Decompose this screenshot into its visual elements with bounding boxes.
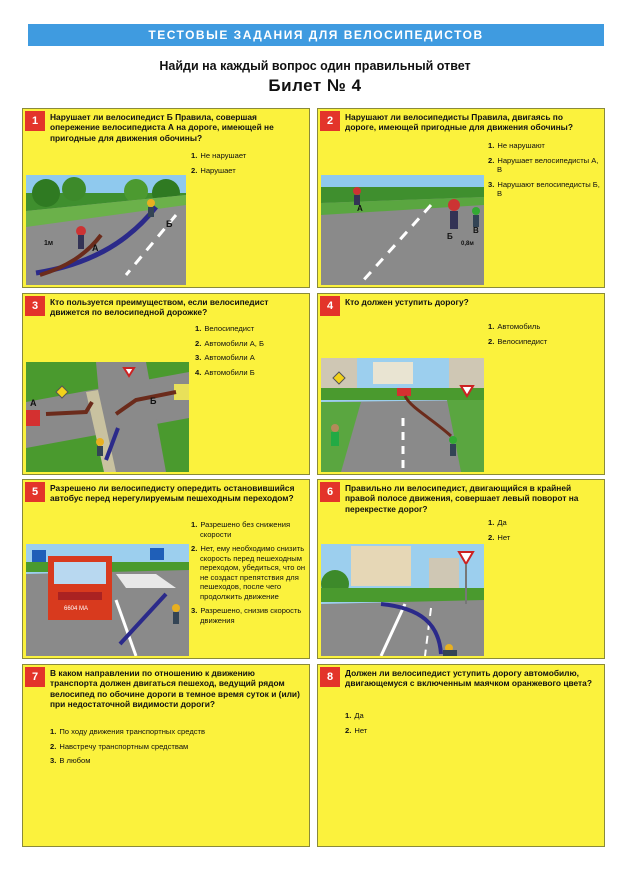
question-card-5 [22, 479, 310, 659]
road-illustration [26, 175, 186, 285]
ticket-title: Билет № 4 [268, 76, 362, 95]
answer-options [191, 520, 305, 630]
question-number: 3 [25, 296, 45, 316]
answer-options [488, 518, 598, 547]
question-text: Правильно ли велосипедист, двигающийся в крайней правой полосе движения, совершает левый поворот на перекрестке дорог? [345, 483, 579, 514]
intersection-illustration [321, 358, 484, 472]
label-b: Б [150, 396, 157, 406]
answer-option[interactable]: 2. Нарушает велосипедисты А, В [488, 155, 599, 174]
question-text: Кто пользуется преимуществом, если велосипедист движется по велосипедной дорожке? [50, 297, 269, 318]
question-card-6 [317, 479, 605, 659]
question-card-3 [22, 293, 310, 475]
answer-option[interactable]: 1. Автомобиль [488, 322, 541, 331]
question-number: 5 [25, 482, 45, 502]
bus-illustration [26, 544, 189, 656]
question-text: Кто должен уступить дорогу? [345, 297, 469, 307]
answer-options [191, 151, 303, 180]
label-b: Б [166, 219, 173, 229]
answer-option[interactable]: 1. Не нарушает [191, 151, 247, 160]
answer-option[interactable]: 3. Разрешено, снизив скорость движения [191, 606, 302, 625]
answer-options [488, 141, 600, 204]
left-turn-illustration [321, 544, 484, 656]
answer-option[interactable]: 2. Автомобили А, Б [195, 338, 264, 348]
question-text: В каком направлении по отношению к движению транспорта должен двигаться пешеход, ведущий рядом велосипед по обочине дороги в темное время суток и (или) при недостаточной видимости дороги? [50, 668, 300, 710]
answer-option[interactable]: 2. Нет [345, 725, 368, 735]
road-illustration [321, 175, 484, 285]
question-number: 8 [320, 667, 340, 687]
question-text: Нарушает ли велосипедист Б Правила, совершая опережение велосипедиста А на дороге, имеющей не пригодные для движения обочины? [50, 112, 274, 143]
question-card-4 [317, 293, 605, 475]
answer-options [345, 711, 595, 740]
question-card-2 [317, 108, 605, 288]
answer-option[interactable]: 1. Не нарушают [488, 141, 545, 150]
answer-option[interactable]: 2. Нет [488, 532, 511, 542]
answer-option[interactable]: 2. Нет, ему необходимо снизить скорость перед пешеходным переходом, убедиться, что он не создаст препятствия для пешеходов, после чего продолжить движение [191, 544, 306, 601]
answer-options [488, 322, 598, 351]
bus-plate: 6604 МА [64, 606, 89, 612]
answer-option[interactable]: 1. Да [488, 518, 507, 527]
question-number: 4 [320, 296, 340, 316]
header-banner: ТЕСТОВЫЕ ЗАДАНИЯ ДЛЯ ВЕЛОСИПЕДИСТОВ [28, 24, 604, 46]
question-card-8 [317, 664, 605, 847]
answer-option[interactable]: 3. Автомобили А [195, 353, 255, 362]
label-distance: 0,8м [461, 241, 474, 247]
answer-option[interactable]: 4. Автомобили Б [195, 367, 255, 377]
label-a: А [357, 204, 363, 213]
question-text: Должен ли велосипедист уступить дорогу автомобилю, двигающемуся с включенным маячком оранжевого цвета? [345, 668, 592, 689]
answer-option[interactable]: 1. Да [345, 711, 364, 720]
question-card-1 [22, 108, 310, 288]
label-c: В [473, 226, 479, 235]
answer-option[interactable]: 3. В любом [50, 756, 91, 765]
crossroad-illustration [26, 362, 189, 472]
question-number: 1 [25, 111, 45, 131]
label-distance: 1м [44, 240, 54, 247]
answer-option[interactable]: 2. Нарушает [191, 165, 236, 175]
question-number: 6 [320, 482, 340, 502]
answer-option[interactable]: 3. Нарушают велосипедисты Б, В [488, 179, 600, 198]
question-text: Разрешено ли велосипедисту опередить остановившийся автобус перед нерегулируемым пешеходным переходом? [50, 483, 295, 504]
answer-option[interactable]: 1. По ходу движения транспортных средств [50, 727, 206, 736]
label-a: А [92, 243, 99, 253]
label-b: Б [447, 232, 453, 241]
subtitle: Найди на каждый вопрос один правильный ответ [159, 59, 471, 73]
question-number: 7 [25, 667, 45, 687]
answer-option[interactable]: 2. Навстречу транспортным средствам [50, 741, 189, 751]
question-number: 2 [320, 111, 340, 131]
question-card-7 [22, 664, 310, 847]
answer-option[interactable]: 2. Велосипедист [488, 336, 548, 346]
label-a: А [30, 398, 37, 408]
question-text: Нарушают ли велосипедисты Правила, двигаясь по дороге, имеющей пригодные для движения обочины? [345, 112, 573, 133]
answer-option[interactable]: 1. Велосипедист [195, 324, 255, 333]
answer-option[interactable]: 1. Разрешено без снижения скорости [191, 520, 291, 539]
answer-options [50, 727, 300, 771]
answer-options [195, 324, 305, 382]
